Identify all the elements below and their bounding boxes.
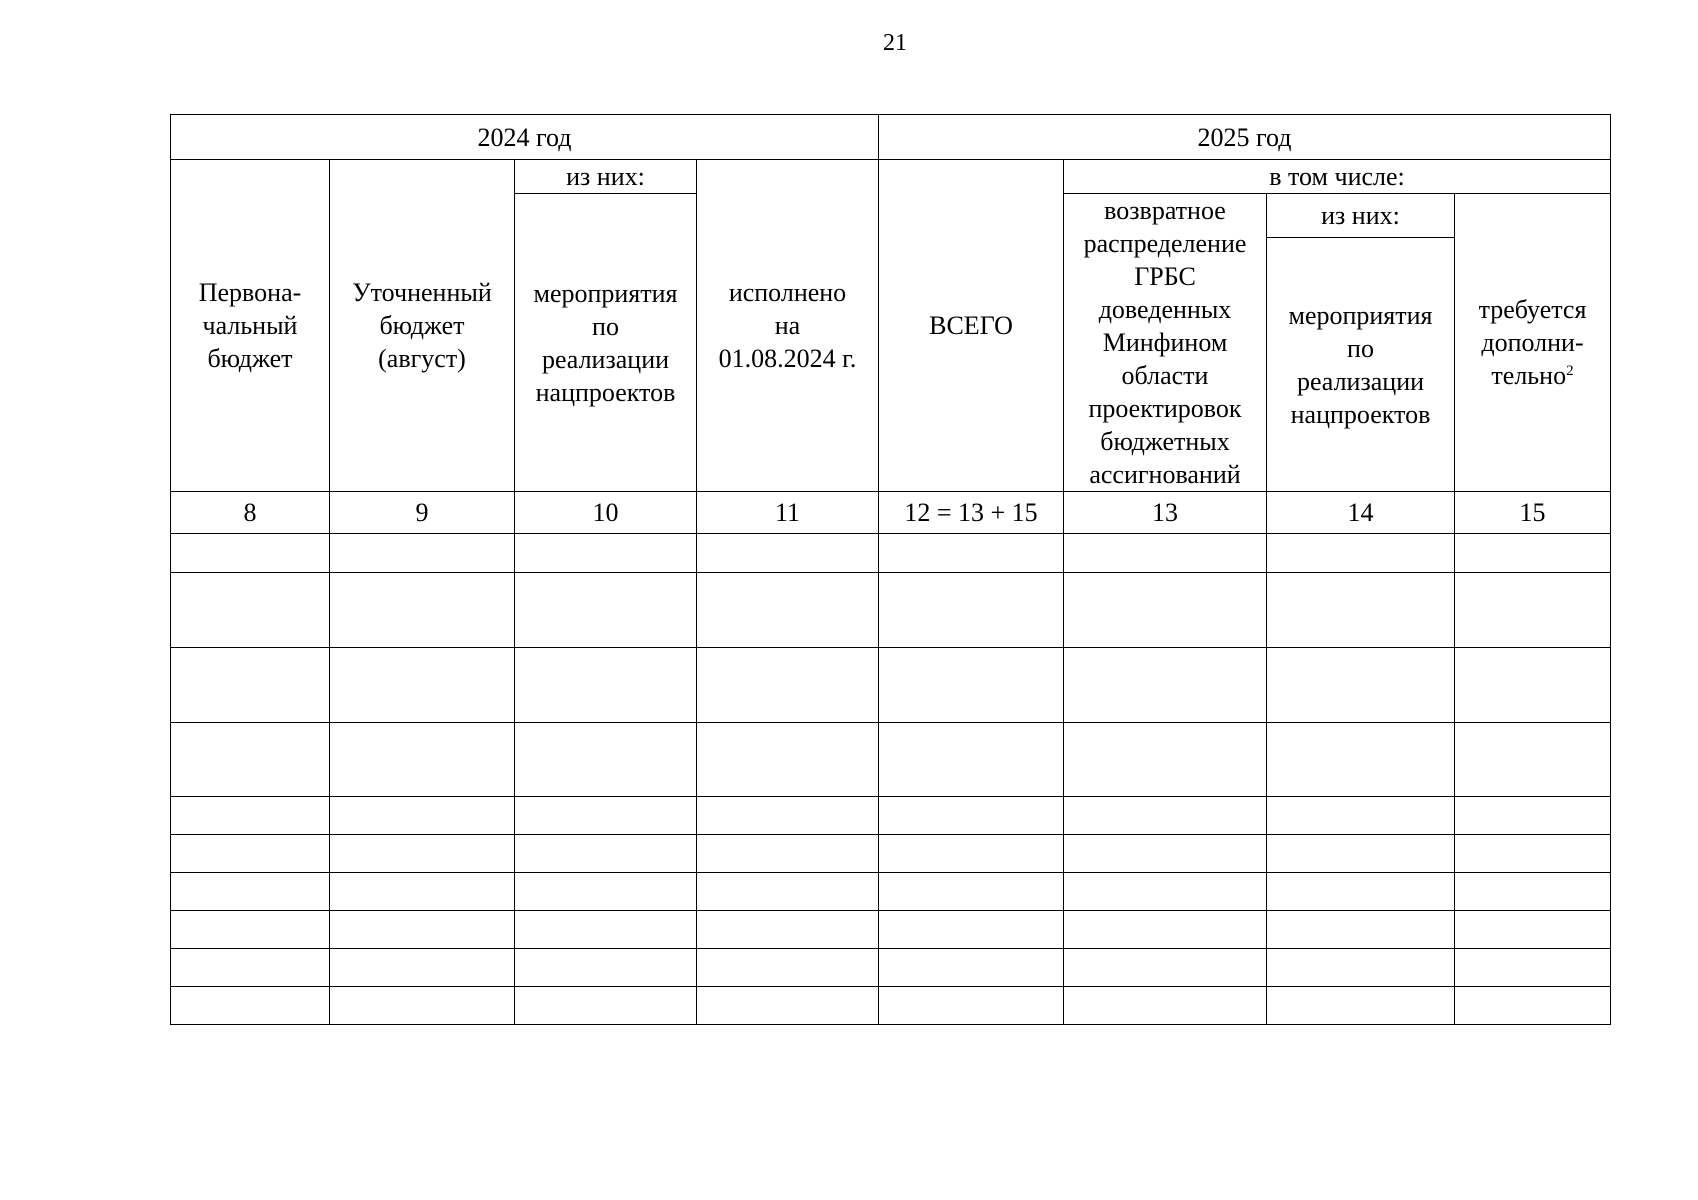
col-12-header: ВСЕГО <box>879 160 1064 492</box>
table-cell <box>1455 911 1611 949</box>
table-cell <box>515 648 697 723</box>
col-11-header: исполнено на 01.08.2024 г. <box>697 160 879 492</box>
table-row <box>171 723 1611 797</box>
table-cell <box>1267 797 1455 835</box>
table-cell <box>879 723 1064 797</box>
table-cell <box>879 949 1064 987</box>
col-number: 11 <box>697 492 879 534</box>
col-number: 9 <box>330 492 515 534</box>
table-cell <box>1267 949 1455 987</box>
table-cell <box>1267 987 1455 1025</box>
col-14-header: мероприятия по реализации нацпроектов <box>1267 238 1455 492</box>
table-cell <box>1455 723 1611 797</box>
col-15-header-text: требуется дополни- тельно <box>1478 295 1587 390</box>
table-cell <box>1064 534 1267 573</box>
table-cell <box>1455 534 1611 573</box>
table-cell <box>1455 949 1611 987</box>
table-cell <box>1455 797 1611 835</box>
header-year-2024: 2024 год <box>171 115 879 160</box>
table-row <box>171 873 1611 911</box>
table-cell <box>1455 987 1611 1025</box>
table-cell <box>171 573 330 648</box>
table-cell <box>330 911 515 949</box>
table-row <box>171 987 1611 1025</box>
table-cell <box>879 534 1064 573</box>
header-year-2025: 2025 год <box>879 115 1611 160</box>
col-10-header: мероприятия по реализации нацпроектов <box>515 194 697 492</box>
table-cell <box>697 949 879 987</box>
table-cell <box>330 873 515 911</box>
table-cell <box>330 987 515 1025</box>
col-number: 10 <box>515 492 697 534</box>
table-cell <box>330 723 515 797</box>
table-cell <box>1064 987 1267 1025</box>
table-cell <box>330 648 515 723</box>
column-number-row <box>171 492 1611 534</box>
col-number: 13 <box>1064 492 1267 534</box>
header-row-2 <box>171 160 1611 194</box>
col-number: 12 = 13 + 15 <box>879 492 1064 534</box>
header-row-years <box>171 115 1611 160</box>
table-cell <box>1455 573 1611 648</box>
table-row <box>171 949 1611 987</box>
table-cell <box>1267 873 1455 911</box>
table-cell <box>515 987 697 1025</box>
col-number: 15 <box>1455 492 1611 534</box>
table-cell <box>1064 648 1267 723</box>
table-cell <box>1267 648 1455 723</box>
including-2025: в том числе: <box>1064 160 1611 194</box>
table-row <box>171 573 1611 648</box>
budget-table <box>170 114 1611 1025</box>
col-number: 8 <box>171 492 330 534</box>
table-cell <box>1455 873 1611 911</box>
table-cell <box>515 534 697 573</box>
table-cell <box>171 723 330 797</box>
table-cell <box>697 873 879 911</box>
table-cell <box>1267 723 1455 797</box>
table-cell <box>697 835 879 873</box>
table-cell <box>515 723 697 797</box>
table-cell <box>515 573 697 648</box>
table-cell <box>879 987 1064 1025</box>
table-cell <box>1064 723 1267 797</box>
table-cell <box>330 797 515 835</box>
table-cell <box>330 534 515 573</box>
table-row <box>171 835 1611 873</box>
table-cell <box>330 573 515 648</box>
table-cell <box>171 949 330 987</box>
table-cell <box>330 949 515 987</box>
table-cell <box>515 797 697 835</box>
table-cell <box>171 648 330 723</box>
table-cell <box>515 911 697 949</box>
table-cell <box>697 797 879 835</box>
table-cell <box>1267 835 1455 873</box>
table-cell <box>330 835 515 873</box>
table-cell <box>1064 573 1267 648</box>
table-cell <box>171 534 330 573</box>
col-9-header: Уточненный бюджет (август) <box>330 160 515 492</box>
table-cell <box>1064 873 1267 911</box>
table-cell <box>1267 911 1455 949</box>
table-cell <box>171 987 330 1025</box>
table-row <box>171 797 1611 835</box>
col-15-header <box>1455 194 1611 492</box>
table-cell <box>515 835 697 873</box>
table-cell <box>697 648 879 723</box>
col-15-footnote-mark: 2 <box>1566 363 1574 379</box>
table-cell <box>171 873 330 911</box>
table-cell <box>1267 573 1455 648</box>
table-cell <box>171 797 330 835</box>
table-cell <box>171 911 330 949</box>
of-them-2025: из них: <box>1267 194 1455 238</box>
table-row <box>171 534 1611 573</box>
table-cell <box>697 573 879 648</box>
table-cell <box>1064 835 1267 873</box>
of-them-2024: из них: <box>515 160 697 194</box>
table-row <box>171 911 1611 949</box>
table-cell <box>515 949 697 987</box>
table-cell <box>697 534 879 573</box>
table-cell <box>879 648 1064 723</box>
col-13-header: возвратное распределение ГРБС доведенных Минфином области проектировок бюджетных ассигнований <box>1064 194 1267 492</box>
table-cell <box>879 573 1064 648</box>
table-cell <box>1267 534 1455 573</box>
col-8-header: Первона- чальный бюджет <box>171 160 330 492</box>
table-cell <box>515 873 697 911</box>
table-cell <box>879 911 1064 949</box>
table-cell <box>697 911 879 949</box>
table-body <box>171 534 1611 1025</box>
table-cell <box>1064 911 1267 949</box>
table-cell <box>1455 648 1611 723</box>
page-number: 21 <box>883 30 907 56</box>
table-cell <box>697 723 879 797</box>
table-cell <box>879 797 1064 835</box>
table-row <box>171 648 1611 723</box>
table-cell <box>1455 835 1611 873</box>
col-number: 14 <box>1267 492 1455 534</box>
table-cell <box>1064 949 1267 987</box>
table-cell <box>879 873 1064 911</box>
table-cell <box>697 987 879 1025</box>
table-cell <box>879 835 1064 873</box>
table-cell <box>1064 797 1267 835</box>
table-cell <box>171 835 330 873</box>
